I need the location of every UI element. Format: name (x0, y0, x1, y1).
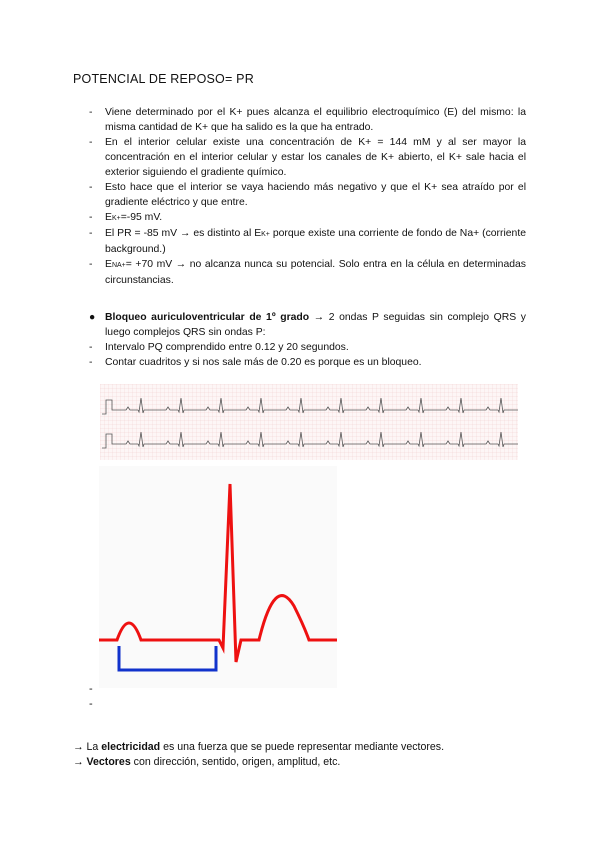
ecg-strip-image (100, 384, 518, 460)
footer-line: → Vectores con dirección, sentido, origen, amplitud, etc. (73, 756, 341, 768)
footer-line: → La electricidad es una fuerza que se puede representar mediante vectores. (73, 741, 445, 753)
list-item: - EK+=-95 mV. (89, 212, 163, 223)
bullet-icon: ● (89, 312, 96, 323)
list-item: - ENA+= +70 mV → no alcanza nunca su potencial. Solo entra en la célula en determinadas circunstancias. (89, 259, 526, 286)
list-item: - El PR = -85 mV → es distinto al EK+ porque existe una corriente de fondo de Na+ (corriente background.) (89, 228, 526, 255)
av-block-list (89, 310, 526, 370)
list-item: - En el interior celular existe una concentración de K+ = 144 mM y al ser mayor la concentración en el interior celular y estar los canales de K+ abierto, el K+ sale hacia el exterior siguiendo el gradiente químico. (89, 137, 526, 178)
empty-list-items: - - (89, 683, 93, 710)
resting-potential-list (89, 105, 526, 288)
list-item: ● Bloqueo auriculoventricular de 1º grado → 2 ondas P seguidas sin complejo QRS y luego complejos QRS sin ondas P: (89, 312, 526, 338)
ecg-wave-diagram (99, 466, 337, 688)
list-item: - Intervalo PQ comprendido entre 0.12 y 20 segundos. (89, 342, 349, 353)
page-title: POTENCIAL DE REPOSO= PR (73, 72, 254, 86)
list-item: - Viene determinado por el K+ pues alcanza el equilibrio electroquímico (E) del mismo: la misma cantidad de K+ que ha salido es la que ha entrado. (89, 107, 526, 133)
list-item: - Esto hace que el interior se vaya haciendo más negativo y que el K+ sea atraído por el gradiente eléctrico y que entre. (89, 182, 526, 208)
footer-notes (73, 740, 444, 770)
list-item: - Contar cuadritos y si nos sale más de 0.20 es porque es un bloqueo. (89, 357, 422, 368)
